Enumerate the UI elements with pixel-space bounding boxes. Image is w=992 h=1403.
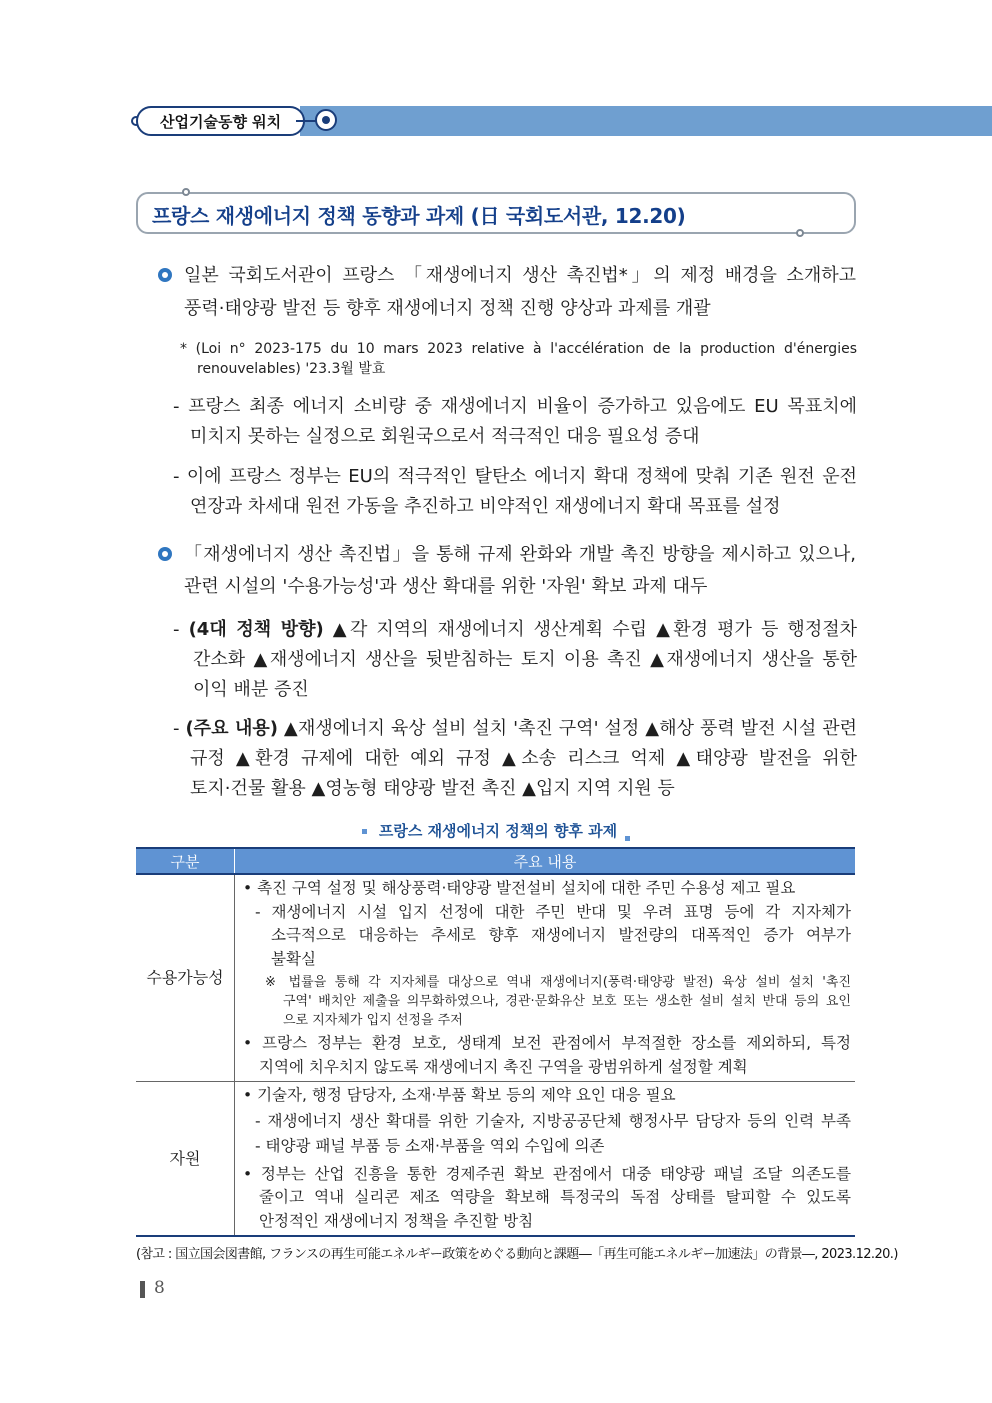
footnote-line2: renouvelables) '23.3월 발효 xyxy=(197,361,386,377)
dash2-line1: - 이에 프랑스 정부는 EU의 적극적인 탈탄소 에너지 확대 정책에 맞춰 기존 원전 운전 xyxy=(173,466,857,487)
row2-dash2: - 태양광 패널 부품 등 소재·부품을 역외 수입에 의존 xyxy=(255,1137,605,1155)
dash4-line3: 토지·건물 활용 ▲영농형 태양광 발전 촉진 ▲입지 지역 지원 등 xyxy=(190,778,675,799)
section-title: 프랑스 재생에너지 정책 동향과 과제 (日 국회도서관, 12.20) xyxy=(152,204,686,228)
row1-bullet1: • 촉진 구역 설정 및 해상풍력·태양광 발전설비 설치에 대한 주민 수용성 제고 필요 xyxy=(243,879,796,897)
p1-line2: 풍력·태양광 발전 등 향후 재생에너지 정책 진행 양상과 과제를 개괄 xyxy=(184,298,711,319)
title-top-dot xyxy=(182,188,190,196)
challenges-table xyxy=(136,847,855,1237)
row1-content xyxy=(235,874,856,1082)
p1-line1: 일본 국회도서관이 프랑스 「재생에너지 생산 촉진법*」의 제정 배경을 소개하고 xyxy=(184,265,856,286)
dash1-line2: 미치지 못하는 실정으로 회원국으로서 적극적인 대응 필요성 증대 xyxy=(190,426,700,447)
dash3-line2: 간소화 ▲재생에너지 생산을 뒷받침하는 토지 이용 촉진 ▲재생에너지 생산을 통한 xyxy=(193,649,857,670)
reference-note: (참고 : 国立国会図書館, フランスの再生可能エネルギー政策をめぐる動向と課題―「再生可能エネルギー加速法」の背景―, 2023.12.20.) xyxy=(136,1247,898,1262)
header-label: 산업기술동향 워치 xyxy=(136,106,305,136)
caption-left-square-icon xyxy=(362,829,367,834)
row1-note-line2: 구역' 배치안 제출을 의무화하였으나, 경관·문화유산 보호 또는 생소한 설비 설치 반대 등의 요인 xyxy=(283,994,851,1009)
header-band xyxy=(300,106,992,136)
row2-category: 자원 xyxy=(136,1082,235,1237)
row1-dash-line3: 불확실 xyxy=(271,949,316,968)
title-bottom-dot xyxy=(796,229,804,237)
dash4-line1: - (주요 내용) ▲재생에너지 육상 설비 설치 '촉진 구역' 설정 ▲해상 풍력 발전 시설 관련 xyxy=(173,718,857,739)
dash4-text: ▲재생에너지 육상 설비 설치 '촉진 구역' 설정 ▲해상 풍력 발전 시설 관련 xyxy=(277,718,857,739)
table-row xyxy=(136,874,855,1082)
col-header-category: 구분 xyxy=(136,848,235,874)
dash3-text: ▲각 지역의 재생에너지 생산계획 수립 ▲환경 평가 등 행정절차 xyxy=(323,619,857,640)
dash3-bold: (4대 정책 방향) xyxy=(188,619,324,640)
footnote-line1: * (Loi n° 2023-175 du 10 mars 2023 relative à l'accélération de la production d'énergies xyxy=(180,341,857,357)
row1-note-line3: 으로 지자체가 입지 선정을 주저 xyxy=(283,1013,463,1028)
dash3-line1: - (4대 정책 방향) ▲각 지역의 재생에너지 생산계획 수립 ▲환경 평가 등 행정절차 xyxy=(173,619,857,640)
page-marker xyxy=(140,1281,145,1298)
row2-bullet1: • 기술자, 행정 담당자, 소재·부품 확보 등의 제약 요인 대응 필요 xyxy=(243,1086,676,1104)
page-number: 8 xyxy=(154,1278,165,1298)
row2-bullet2-line1: • 정부는 산업 진흥을 통한 경제주권 확보 관점에서 대중 태양광 패널 조달 의존도를 xyxy=(243,1164,851,1183)
header-ring-center xyxy=(322,116,330,124)
dash4-line2: 규정 ▲환경 규제에 대한 예외 규정 ▲소송 리스크 억제 ▲태양광 발전을 위한 xyxy=(190,748,857,769)
col-header-content: 주요 내용 xyxy=(235,848,856,874)
row2-content xyxy=(235,1082,856,1237)
p2-line1: 「재생에너지 생산 촉진법」을 통해 규제 완화와 개발 촉진 방향을 제시하고 있으나, xyxy=(184,544,856,565)
dash1-line1: - 프랑스 최종 에너지 소비량 중 재생에너지 비율이 증가하고 있음에도 EU 목표치에 xyxy=(173,396,857,417)
bullet-circle-icon xyxy=(158,547,172,561)
row1-note-line1: ※ 법률을 통해 각 지자체를 대상으로 역내 재생에너지(풍력·태양광 발전) 육상 설비 설치 '촉진 xyxy=(265,975,851,990)
row1-bullet2-line2: 지역에 치우치지 않도록 재생에너지 촉진 구역을 광범위하게 설정할 계획 xyxy=(259,1057,748,1076)
caption-right-square-icon xyxy=(625,836,630,841)
row1-category: 수용가능성 xyxy=(136,874,235,1082)
table-caption: 프랑스 재생에너지 정책의 향후 과제 xyxy=(0,820,992,841)
bullet-circle-icon xyxy=(158,268,172,282)
dash4-bold: (주요 내용) xyxy=(185,718,278,739)
row2-bullet2-line2: 줄이고 역내 실리콘 제조 역량을 확보해 특정국의 독점 상태를 탈피할 수 있도록 xyxy=(259,1188,851,1206)
row1-bullet2-line1: • 프랑스 정부는 환경 보호, 생태계 보전 관점에서 부적절한 장소를 제외하되, 특정 xyxy=(243,1034,851,1052)
dash3-line3: 이익 배분 증진 xyxy=(193,679,309,700)
row1-dash-line2: 소극적으로 대응하는 추세로 향후 재생에너지 발전량의 대폭적인 증가 여부가 xyxy=(271,926,851,944)
row1-dash-line1: - 재생에너지 시설 입지 선정에 대한 주민 반대 및 우려 표명 등에 각 지자체가 xyxy=(255,902,851,921)
row2-dash1: - 재생에너지 생산 확대를 위한 기술자, 지방공공단체 행정사무 담당자 등의 인력 부족 xyxy=(255,1111,851,1130)
p2-line2: 관련 시설의 '수용가능성'과 생산 확대를 위한 '자원' 확보 과제 대두 xyxy=(184,576,708,597)
dash2-line2: 연장과 차세대 원전 가동을 추진하고 비약적인 재생에너지 확대 목표를 설정 xyxy=(190,496,781,517)
row2-bullet2-line3: 안정적인 재생에너지 정책을 추진할 방침 xyxy=(259,1211,534,1230)
table-row xyxy=(136,1082,855,1237)
